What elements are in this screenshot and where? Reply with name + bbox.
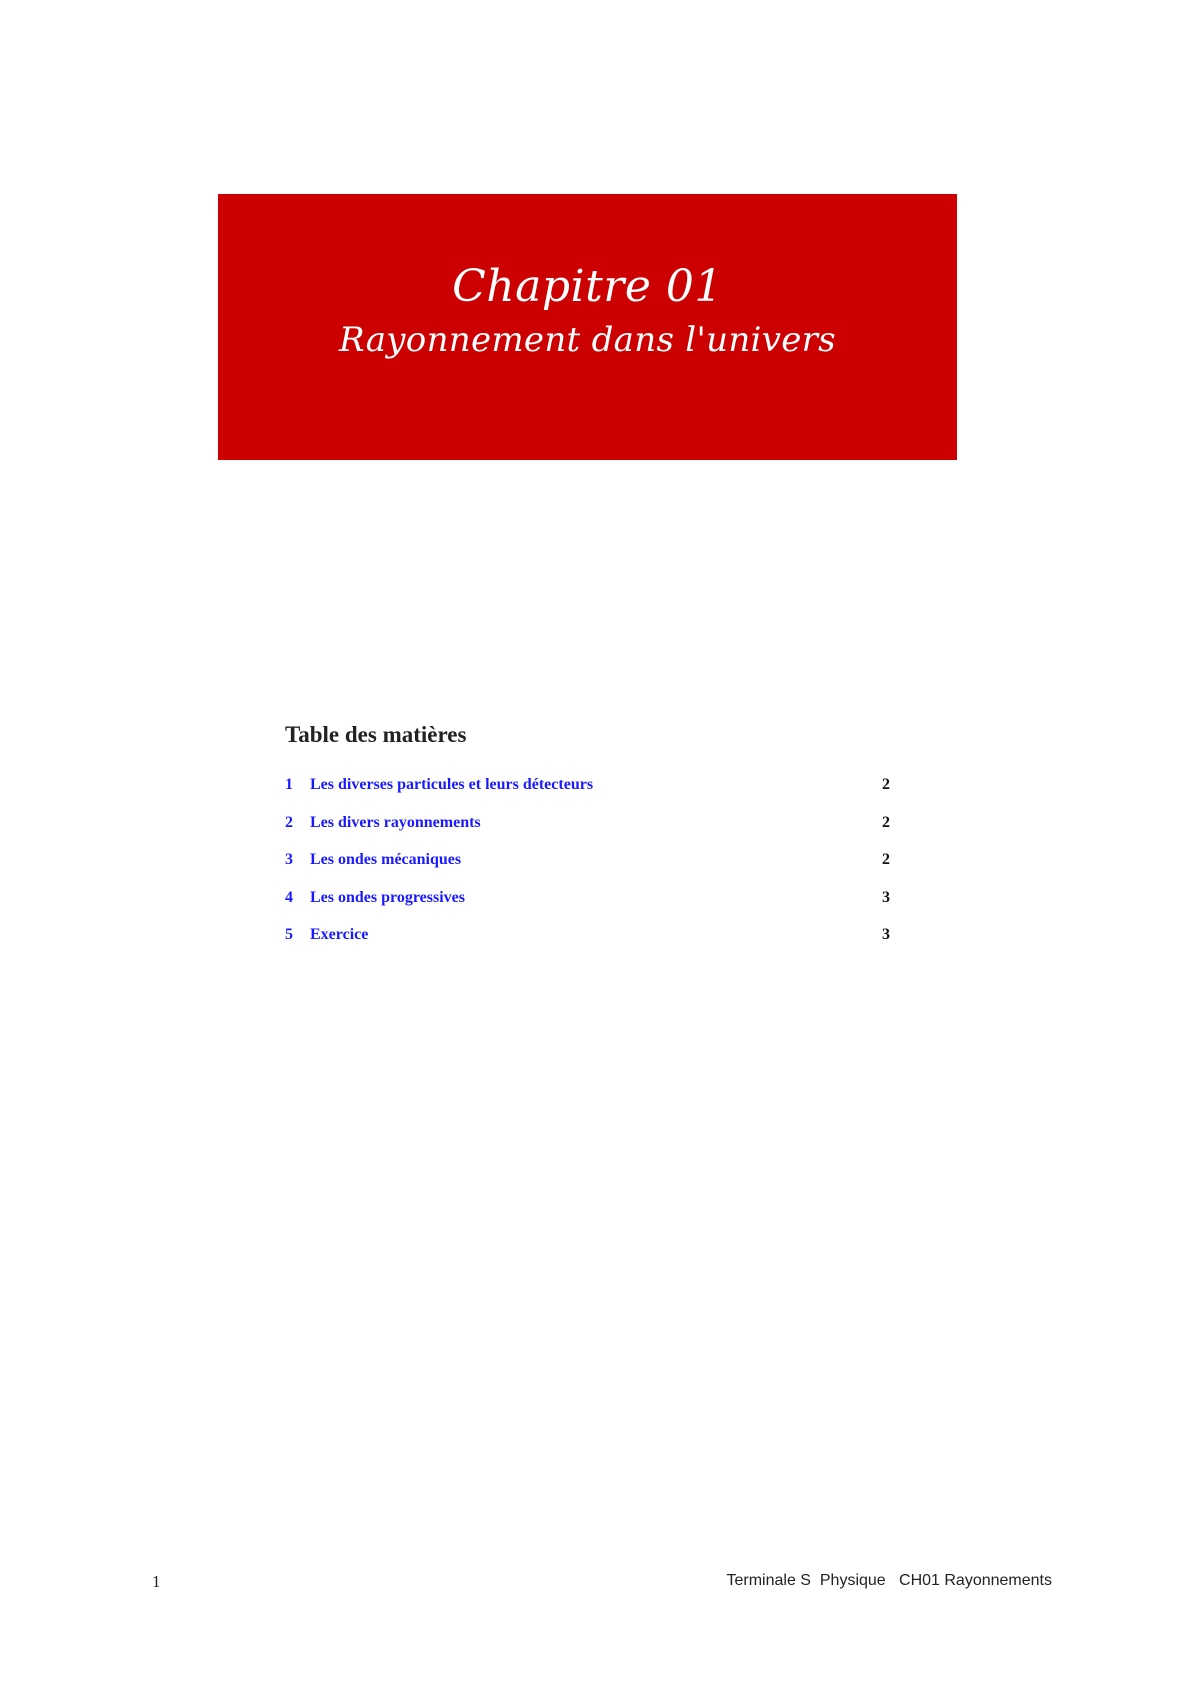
toc-entry-title: Les ondes mécaniques: [310, 851, 462, 868]
toc-entry-5[interactable]: [285, 926, 890, 964]
toc-entry-4[interactable]: [285, 889, 890, 927]
toc-entry-number: 3: [285, 851, 293, 868]
toc-entry-2[interactable]: [285, 814, 890, 852]
footer-running-title: Terminale S Physique CH01 Rayonnements: [726, 1572, 1052, 1589]
toc-entry-page: 3: [882, 888, 890, 906]
toc-entry-title: Les diverses particules et leurs détecteurs: [310, 776, 594, 793]
toc-entry-number: 5: [285, 926, 293, 943]
chapter-subtitle: Rayonnement dans l'univers: [339, 320, 836, 360]
toc-entry-title: Les divers rayonnements: [310, 813, 481, 831]
toc-entry-title: Exercice: [310, 926, 369, 943]
footer-page-number: 1: [152, 1572, 161, 1591]
toc-entry-page: 3: [882, 926, 890, 943]
toc-entry-page: 2: [882, 813, 890, 831]
toc-entry-3[interactable]: [285, 851, 890, 889]
table-of-contents: [285, 720, 890, 964]
toc-entry-number: 2: [285, 813, 293, 831]
chapter-number: Chapitre 01: [452, 261, 723, 312]
toc-heading: Table des matières: [285, 722, 467, 747]
toc-entry-title: Les ondes progressives: [310, 888, 465, 906]
toc-entry-number: 4: [285, 888, 293, 906]
toc-entry-number: 1: [285, 776, 293, 793]
chapter-title-banner: [218, 194, 957, 460]
toc-entry-1[interactable]: [285, 776, 890, 814]
toc-entry-page: 2: [882, 851, 890, 868]
toc-entry-page: 2: [882, 776, 890, 793]
